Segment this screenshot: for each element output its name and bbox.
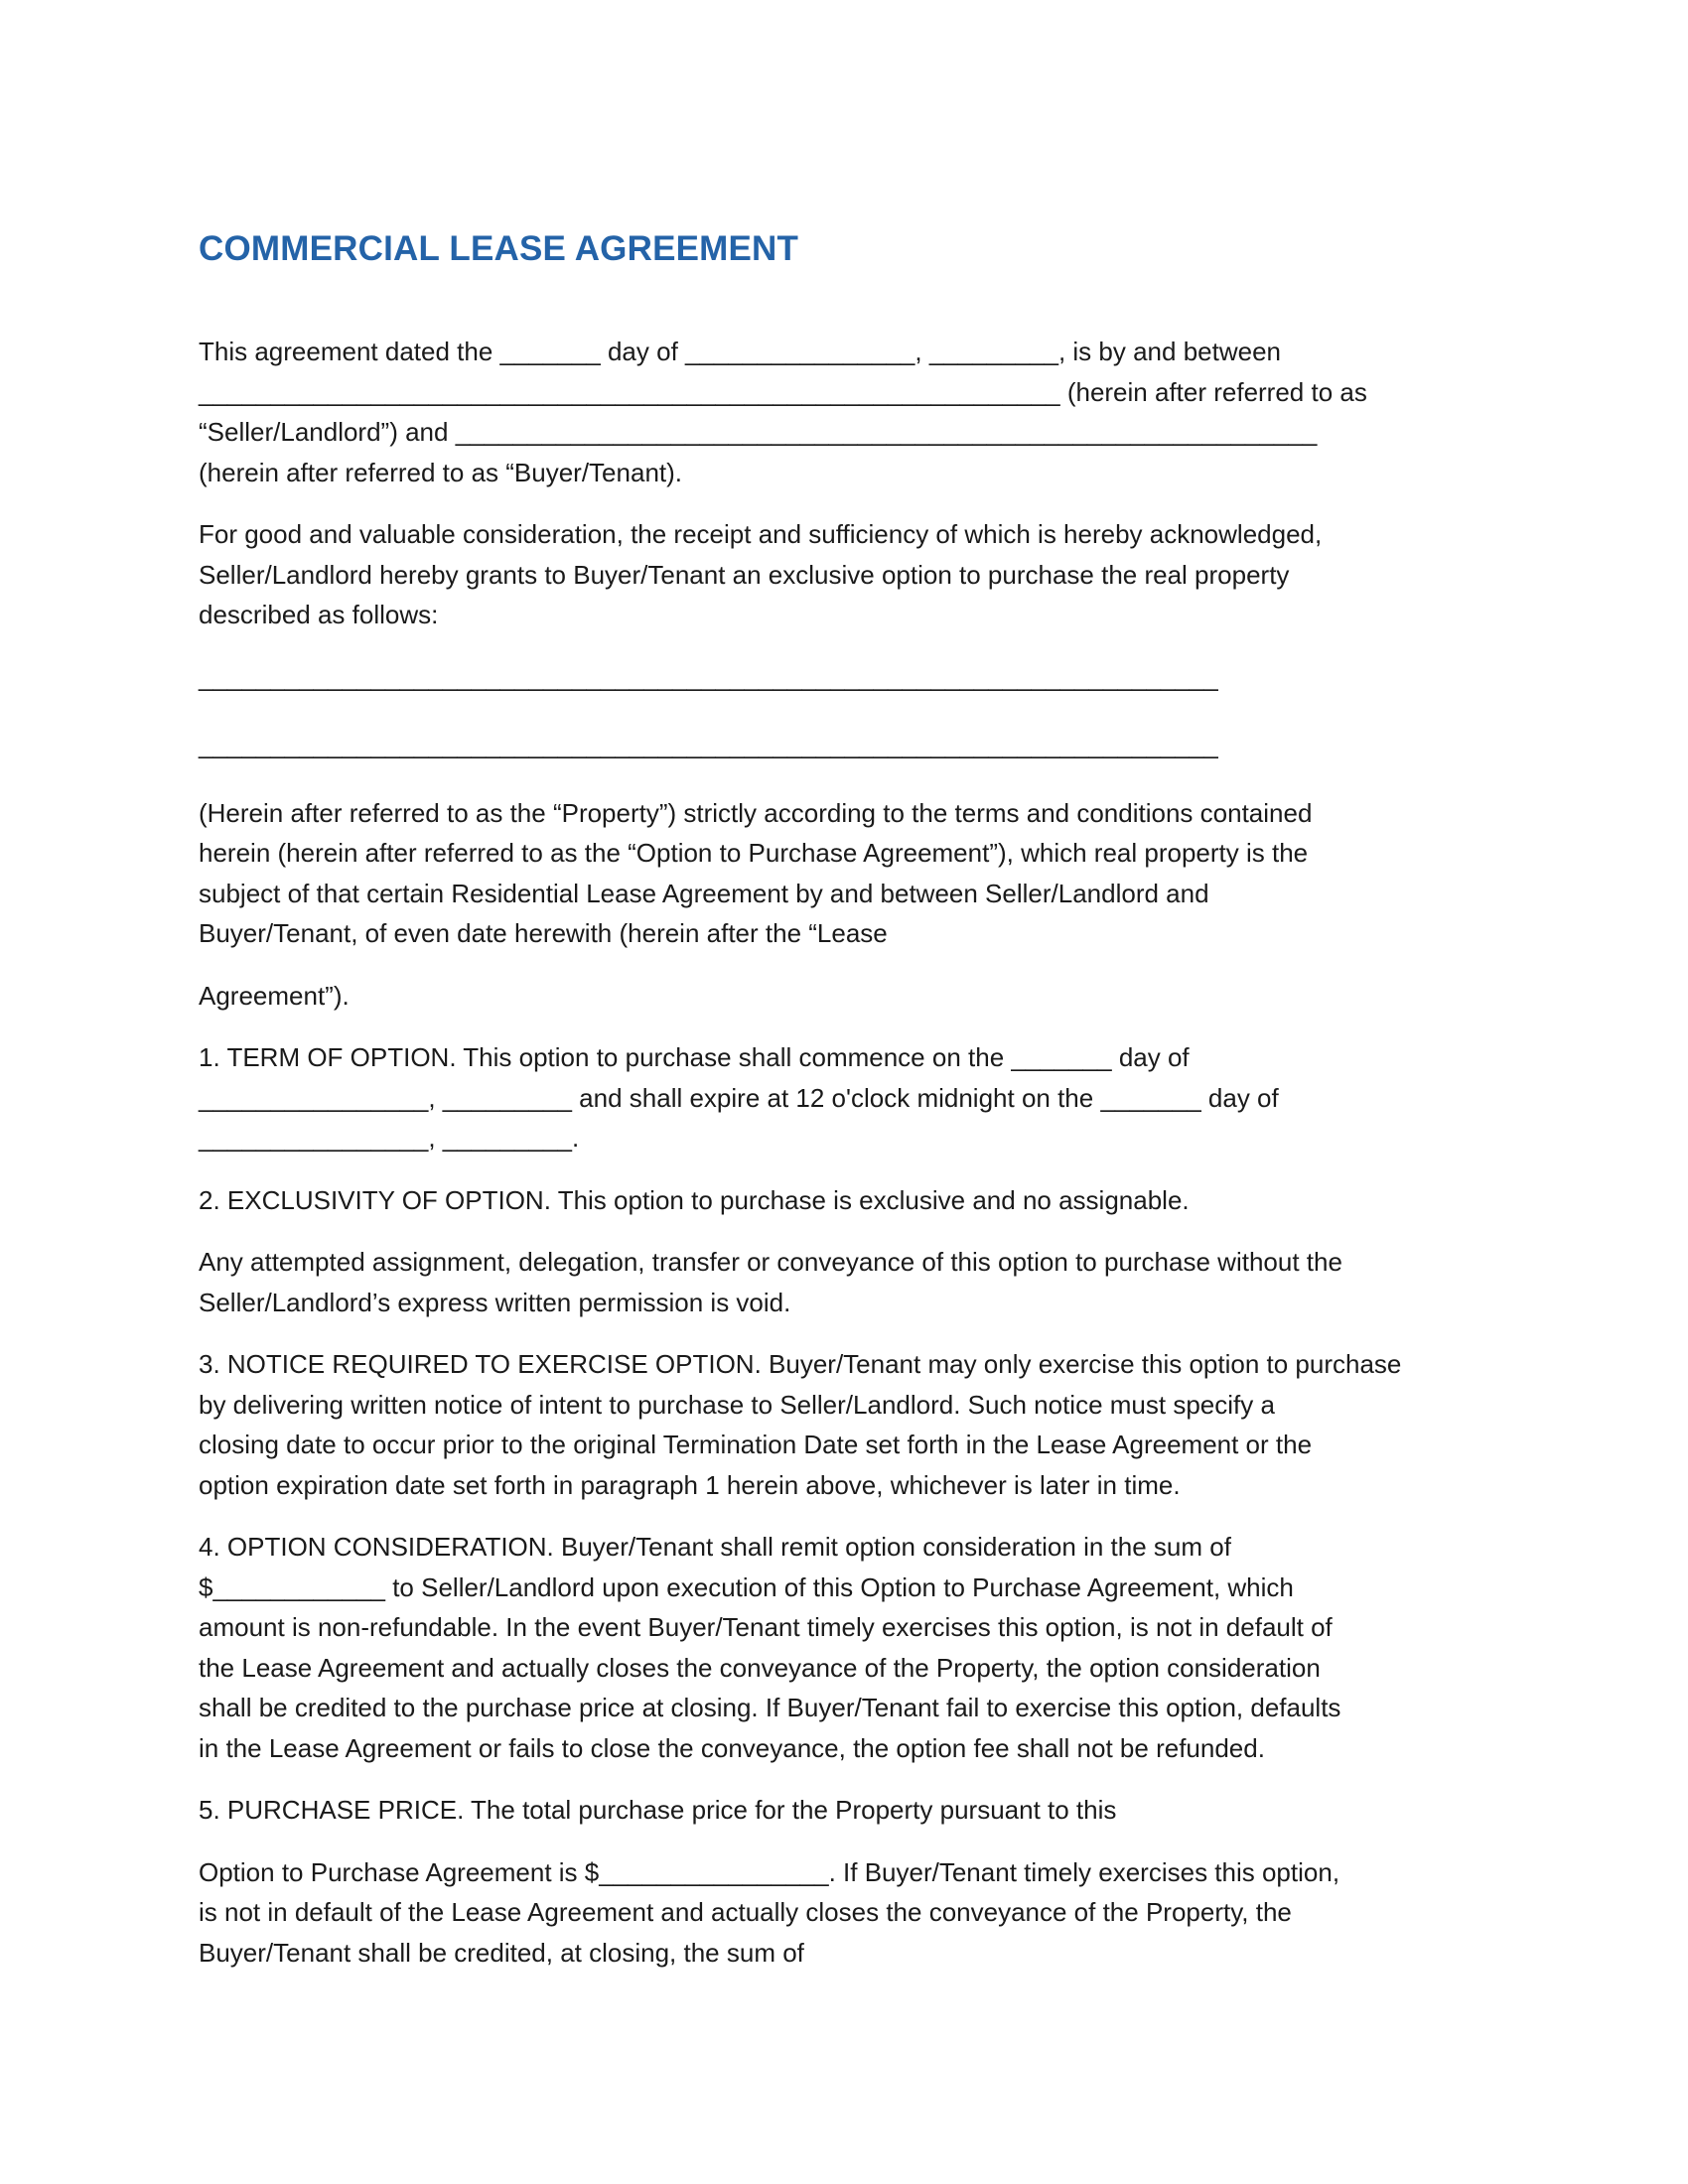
section5-cont-line: Option to Purchase Agreement is $________________. If Buyer/Tenant timely exercises this option,: [199, 1856, 1340, 1887]
section4-line: 4. OPTION CONSIDERATION. Buyer/Tenant shall remit option consideration in the sum of: [199, 1532, 1231, 1562]
section-exclusivity-continued: [199, 1242, 1489, 1322]
section4-line: the Lease Agreement and actually closes the conveyance of the Property, the option consideration: [199, 1652, 1321, 1683]
property-line: herein (herein after referred to as the “Option to Purchase Agreement”), which real property is the: [199, 838, 1309, 868]
section3-line: by delivering written notice of intent to purchase to Seller/Landlord. Such notice must specify a: [199, 1389, 1275, 1420]
section5-line: 5. PURCHASE PRICE. The total purchase price for the Property pursuant to this: [199, 1795, 1117, 1825]
intro-paragraph: [199, 332, 1489, 492]
property-description-paragraph: [199, 793, 1489, 954]
section-exclusivity: [199, 1180, 1489, 1221]
property-line: (Herein after referred to as the “Property”) strictly according to the terms and conditions contained: [199, 797, 1313, 828]
section-purchase-price-continued: [199, 1852, 1489, 1974]
consideration-line: described as follows:: [199, 600, 439, 629]
section1-line: ________________, _________.: [199, 1123, 580, 1153]
document-page: [199, 226, 1489, 1994]
section3-line: closing date to occur prior to the original Termination Date set forth in the Lease Agreement or the: [199, 1430, 1313, 1459]
agreement-close-line: Agreement”).: [199, 980, 350, 1011]
intro-line: ____________________________________________________________ (herein after referred to as: [199, 376, 1367, 407]
section-purchase-price: [199, 1790, 1489, 1831]
property-blank-line: _______________________________________________________________________: [199, 661, 1218, 692]
section1-line: 1. TERM OF OPTION. This option to purchase shall commence on the _______ day of: [199, 1042, 1190, 1072]
section5-cont-line: Buyer/Tenant shall be credited, at closing, the sum of: [199, 1937, 804, 1968]
section1-line: ________________, _________ and shall expire at 12 o'clock midnight on the _______ day of: [199, 1082, 1279, 1113]
agreement-close-paragraph: [199, 976, 1489, 1017]
section-option-consideration: [199, 1527, 1489, 1768]
section-notice-required: [199, 1344, 1489, 1505]
section-term-of-option: [199, 1037, 1489, 1159]
intro-line: “Seller/Landlord”) and ____________________________________________________________: [199, 417, 1318, 447]
section4-line: shall be credited to the purchase price at closing. If Buyer/Tenant fail to exercise this option, defaults: [199, 1693, 1341, 1722]
section3-line: option expiration date set forth in paragraph 1 herein above, whichever is later in time.: [199, 1469, 1181, 1500]
property-blank-line: _______________________________________________________________________: [199, 730, 1218, 759]
intro-line: (herein after referred to as “Buyer/Tenant).: [199, 457, 683, 487]
consideration-line: Seller/Landlord hereby grants to Buyer/Tenant an exclusive option to purchase the real property: [199, 559, 1290, 590]
intro-line: This agreement dated the _______ day of ________________, _________, is by and between: [199, 337, 1281, 366]
section2-line: 2. EXCLUSIVITY OF OPTION. This option to purchase is exclusive and no assignable.: [199, 1184, 1190, 1215]
section4-line: amount is non-refundable. In the event Buyer/Tenant timely exercises this option, is not in default of: [199, 1612, 1333, 1642]
section3-line: 3. NOTICE REQUIRED TO EXERCISE OPTION. Buyer/Tenant may only exercise this option to purchase: [199, 1349, 1402, 1379]
consideration-line: For good and valuable consideration, the receipt and sufficiency of which is hereby acknowledged,: [199, 519, 1323, 549]
property-line: Buyer/Tenant, of even date herewith (herein after the “Lease: [199, 918, 888, 948]
section5-cont-line: is not in default of the Lease Agreement and actually closes the conveyance of the Property, the: [199, 1897, 1292, 1927]
section2-cont-line: Any attempted assignment, delegation, transfer or conveyance of this option to purchase without the: [199, 1247, 1342, 1277]
property-line: subject of that certain Residential Lease Agreement by and between Seller/Landlord and: [199, 878, 1209, 908]
section2-cont-line: Seller/Landlord’s express written permission is void.: [199, 1287, 791, 1317]
consideration-paragraph: [199, 514, 1489, 635]
section4-line: $____________ to Seller/Landlord upon execution of this Option to Purchase Agreement, which: [199, 1571, 1294, 1602]
section4-line: in the Lease Agreement or fails to close the conveyance, the option fee shall not be refunded.: [199, 1732, 1265, 1763]
document-title: COMMERCIAL LEASE AGREEMENT: [199, 229, 799, 268]
